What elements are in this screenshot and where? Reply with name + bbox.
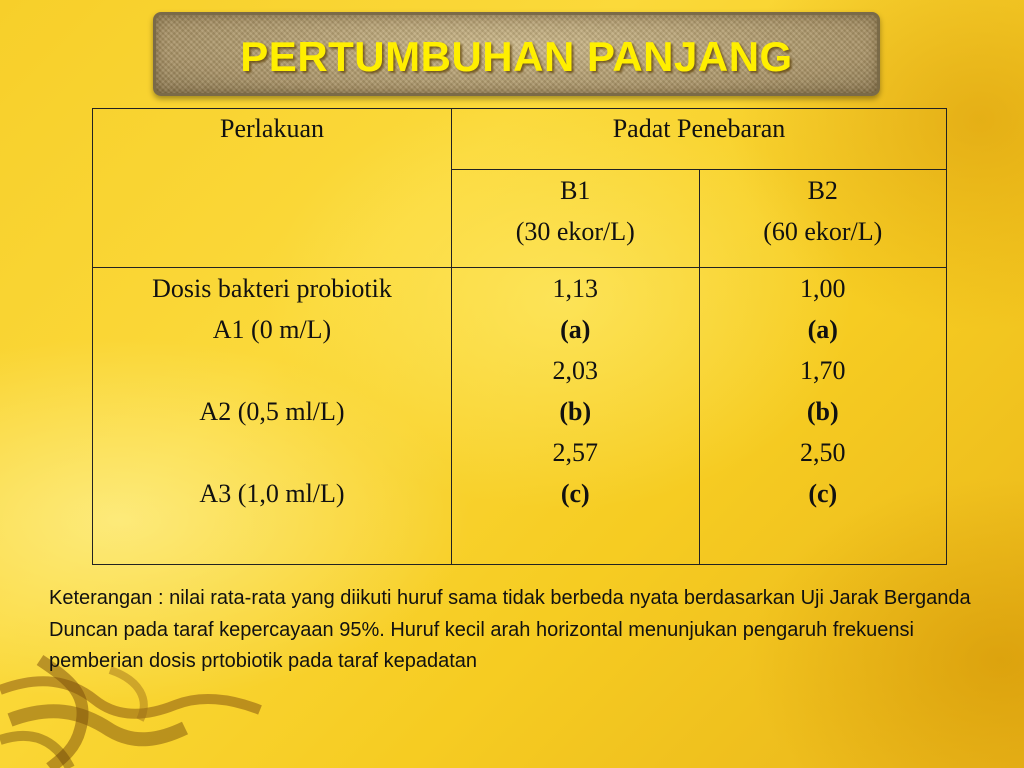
title-plate — [153, 12, 880, 96]
b2-a1-letter: (a) — [807, 315, 838, 344]
b2-name: B2 — [807, 176, 838, 205]
row-label-a3: A3 (1,0 ml/L) — [199, 479, 345, 508]
b1-unit: (30 ekor/L) — [515, 217, 635, 246]
b2-a3-letter: (c) — [808, 479, 838, 508]
row-label-a2: A2 (0,5 ml/L) — [199, 397, 345, 426]
padat-penebaran-header — [452, 109, 947, 170]
row-label-a1: A1 (0 m/L) — [212, 315, 332, 344]
table-row — [93, 268, 947, 565]
padat-penebaran-label: Padat Penebaran — [612, 114, 786, 143]
b1-a1-letter: (a) — [560, 315, 591, 344]
b2-a1-value: 1,00 — [800, 274, 846, 303]
page-title: PERTUMBUHAN PANJANG — [240, 33, 793, 80]
perlakuan-header-label: Perlakuan — [220, 114, 324, 143]
growth-table — [92, 108, 947, 565]
b1-header — [452, 170, 700, 268]
b1-a1-value: 1,13 — [552, 274, 598, 303]
keterangan-note: Keterangan : nilai rata-rata yang diikuti huruf sama tidak berbeda nyata berdasarkan Uji Jarak Berganda Duncan pada taraf kepercayaan 95%. Huruf kecil arah horizontal menunjukan pengaruh frekuensi pemberian dosis prtobiotik pada taraf kepadatan — [49, 587, 971, 672]
b2-a2-letter: (b) — [806, 397, 839, 426]
table-header-row — [93, 109, 947, 170]
b1-a3-letter: (c) — [560, 479, 590, 508]
b1-a2-letter: (b) — [559, 397, 592, 426]
b2-values-cell — [699, 268, 947, 565]
b1-name: B1 — [560, 176, 591, 205]
b2-a2-value: 1,70 — [800, 356, 846, 385]
b2-unit: (60 ekor/L) — [763, 217, 883, 246]
dosis-cell — [93, 268, 452, 565]
b1-values-cell — [452, 268, 700, 565]
b1-a2-value: 2,03 — [552, 356, 598, 385]
perlakuan-header — [93, 109, 452, 268]
b1-a3-value: 2,57 — [552, 438, 598, 467]
b2-header — [699, 170, 947, 268]
dosis-label: Dosis bakteri probiotik — [152, 274, 392, 303]
b2-a3-value: 2,50 — [800, 438, 846, 467]
